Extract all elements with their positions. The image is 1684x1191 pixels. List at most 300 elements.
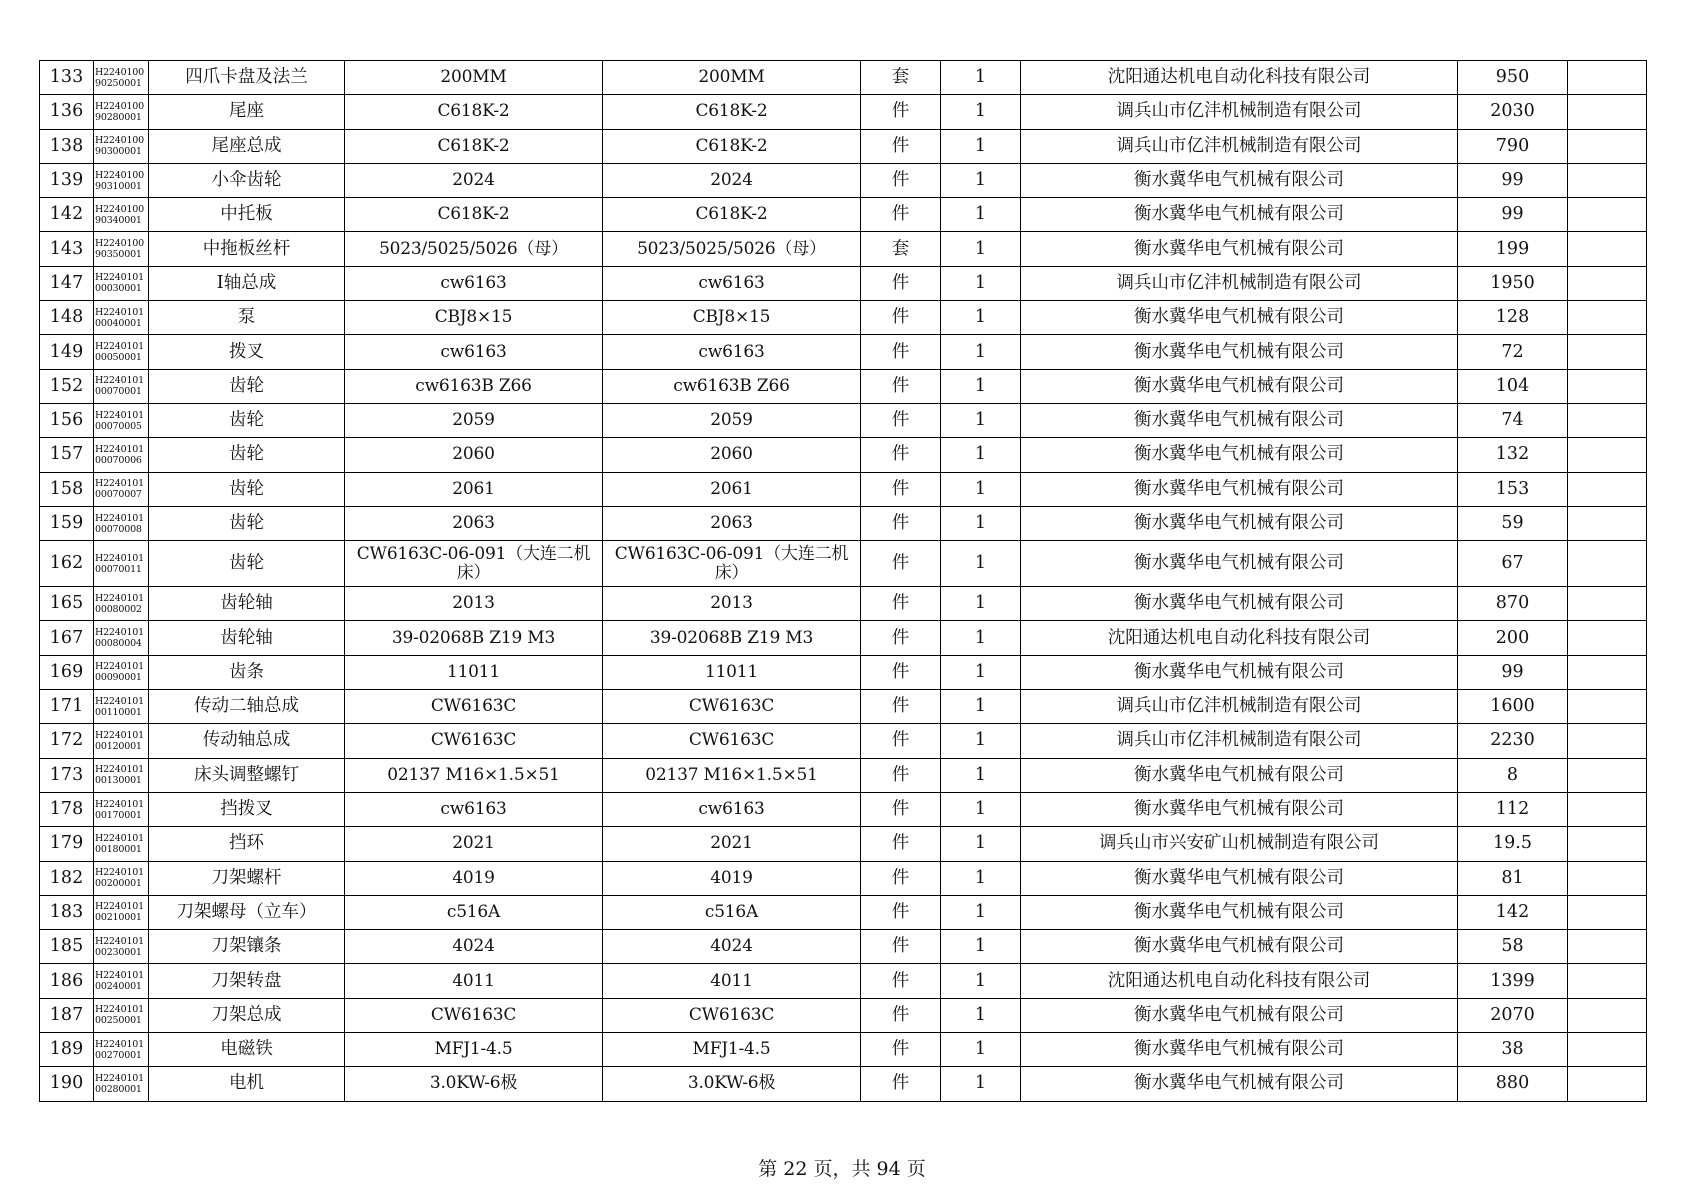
- code-line-2: 90250001: [95, 77, 142, 89]
- cell-spec2: 2063: [603, 506, 861, 540]
- cell-price: 99: [1458, 655, 1568, 689]
- code-line-1: H2240101: [95, 443, 144, 455]
- cell-qty: 1: [941, 472, 1021, 506]
- cell-price: 19.5: [1458, 827, 1568, 861]
- cell-price: 99: [1458, 163, 1568, 197]
- cell-note: [1568, 129, 1647, 163]
- cell-spec1: CW6163C: [345, 998, 603, 1032]
- cell-qty: 1: [941, 506, 1021, 540]
- cell-qty: 1: [941, 301, 1021, 335]
- cell-spec1: 200MM: [345, 61, 603, 95]
- table-row: [40, 1067, 1647, 1101]
- code-line-1: H2240101: [95, 729, 144, 741]
- cell-note: [1568, 335, 1647, 369]
- cell-price: 74: [1458, 403, 1568, 437]
- cell-spec1: C618K-2: [345, 198, 603, 232]
- cell-name: 齿轮: [149, 403, 345, 437]
- cell-spec1: 2024: [345, 163, 603, 197]
- cell-spec2: C618K-2: [603, 95, 861, 129]
- cell-code: [94, 266, 149, 300]
- cell-spec1: 02137 M16×1.5×51: [345, 758, 603, 792]
- cell-company: 衡水冀华电气机械有限公司: [1021, 587, 1458, 621]
- cell-unit: 件: [861, 655, 941, 689]
- cell-spec1: 11011: [345, 655, 603, 689]
- cell-qty: 1: [941, 1067, 1021, 1101]
- cell-code: [94, 1033, 149, 1067]
- cell-spec2: CW6163C: [603, 690, 861, 724]
- footer-middle: 页，共: [807, 1158, 877, 1180]
- table-row: [40, 506, 1647, 540]
- cell-price: 870: [1458, 587, 1568, 621]
- cell-name: 中托板: [149, 198, 345, 232]
- cell-unit: 套: [861, 61, 941, 95]
- footer-prefix: 第: [758, 1158, 784, 1180]
- cell-name: 电机: [149, 1067, 345, 1101]
- cell-note: [1568, 690, 1647, 724]
- footer-suffix: 页: [900, 1158, 926, 1180]
- cell-name: 齿轮: [149, 472, 345, 506]
- cell-no: 159: [40, 506, 94, 540]
- cell-company: 衡水冀华电气机械有限公司: [1021, 655, 1458, 689]
- cell-unit: 件: [861, 621, 941, 655]
- cell-no: 152: [40, 369, 94, 403]
- cell-name: 拨叉: [149, 335, 345, 369]
- table-row: [40, 861, 1647, 895]
- cell-spec1: 2013: [345, 587, 603, 621]
- cell-note: [1568, 861, 1647, 895]
- cell-spec2: cw6163: [603, 335, 861, 369]
- cell-qty: 1: [941, 861, 1021, 895]
- cell-price: 104: [1458, 369, 1568, 403]
- cell-code: [94, 895, 149, 929]
- cell-name: 齿轮: [149, 438, 345, 472]
- cell-spec2: cw6163: [603, 792, 861, 826]
- cell-qty: 1: [941, 930, 1021, 964]
- cell-no: 158: [40, 472, 94, 506]
- cell-name: 小伞齿轮: [149, 163, 345, 197]
- cell-no: 189: [40, 1033, 94, 1067]
- code-line-2: 00070007: [95, 489, 142, 501]
- code-line-2: 00110001: [95, 706, 142, 718]
- cell-code: [94, 792, 149, 826]
- cell-qty: 1: [941, 369, 1021, 403]
- table-row: [40, 95, 1647, 129]
- cell-company: 衡水冀华电气机械有限公司: [1021, 335, 1458, 369]
- cell-spec1: C618K-2: [345, 129, 603, 163]
- cell-code: [94, 61, 149, 95]
- cell-no: 179: [40, 827, 94, 861]
- code-line-2: 00180001: [95, 843, 142, 855]
- cell-name: 齿轮: [149, 506, 345, 540]
- cell-note: [1568, 621, 1647, 655]
- cell-code: [94, 621, 149, 655]
- cell-no: 186: [40, 964, 94, 998]
- cell-company: 衡水冀华电气机械有限公司: [1021, 301, 1458, 335]
- cell-company: 衡水冀华电气机械有限公司: [1021, 472, 1458, 506]
- cell-unit: 件: [861, 690, 941, 724]
- cell-no: 157: [40, 438, 94, 472]
- cell-unit: 件: [861, 930, 941, 964]
- cell-no: 173: [40, 758, 94, 792]
- cell-note: [1568, 758, 1647, 792]
- cell-code: [94, 587, 149, 621]
- cell-no: 149: [40, 335, 94, 369]
- cell-no: 178: [40, 792, 94, 826]
- table-row: [40, 998, 1647, 1032]
- cell-spec2: 39-02068B Z19 M3: [603, 621, 861, 655]
- table-row: [40, 198, 1647, 232]
- code-line-2: 00080004: [95, 638, 142, 650]
- cell-note: [1568, 930, 1647, 964]
- cell-no: 167: [40, 621, 94, 655]
- code-line-1: H2240101: [95, 1072, 144, 1084]
- cell-unit: 件: [861, 1067, 941, 1101]
- cell-note: [1568, 998, 1647, 1032]
- cell-price: 1950: [1458, 266, 1568, 300]
- code-line-1: H2240100: [95, 66, 144, 78]
- cell-qty: 1: [941, 438, 1021, 472]
- cell-no: 143: [40, 232, 94, 266]
- code-line-1: H2240100: [95, 100, 144, 112]
- cell-code: [94, 403, 149, 437]
- cell-company: 调兵山市亿沣机械制造有限公司: [1021, 95, 1458, 129]
- cell-no: 183: [40, 895, 94, 929]
- cell-company: 衡水冀华电气机械有限公司: [1021, 541, 1458, 587]
- code-line-1: H2240101: [95, 552, 144, 564]
- code-line-2: 00210001: [95, 912, 142, 924]
- cell-unit: 件: [861, 129, 941, 163]
- cell-spec2: 2060: [603, 438, 861, 472]
- cell-no: 156: [40, 403, 94, 437]
- cell-note: [1568, 163, 1647, 197]
- cell-price: 2230: [1458, 724, 1568, 758]
- cell-code: [94, 827, 149, 861]
- table-row: [40, 369, 1647, 403]
- code-line-2: 00070005: [95, 420, 142, 432]
- cell-note: [1568, 541, 1647, 587]
- cell-no: 187: [40, 998, 94, 1032]
- cell-unit: 件: [861, 758, 941, 792]
- code-line-2: 00040001: [95, 317, 142, 329]
- cell-qty: 1: [941, 655, 1021, 689]
- cell-note: [1568, 724, 1647, 758]
- cell-company: 调兵山市亿沣机械制造有限公司: [1021, 129, 1458, 163]
- cell-unit: 件: [861, 724, 941, 758]
- cell-note: [1568, 438, 1647, 472]
- cell-qty: 1: [941, 587, 1021, 621]
- table-row: [40, 472, 1647, 506]
- cell-spec2: 2024: [603, 163, 861, 197]
- cell-spec1: 2061: [345, 472, 603, 506]
- cell-spec2: 5023/5025/5026（母）: [603, 232, 861, 266]
- table-row: [40, 930, 1647, 964]
- cell-price: 142: [1458, 895, 1568, 929]
- cell-qty: 1: [941, 61, 1021, 95]
- code-line-2: 00070008: [95, 523, 142, 535]
- cell-spec1: 4024: [345, 930, 603, 964]
- cell-unit: 件: [861, 861, 941, 895]
- cell-price: 200: [1458, 621, 1568, 655]
- code-line-2: 00120001: [95, 740, 142, 752]
- cell-code: [94, 163, 149, 197]
- cell-qty: 1: [941, 792, 1021, 826]
- cell-unit: 件: [861, 541, 941, 587]
- cell-spec1: C618K-2: [345, 95, 603, 129]
- cell-price: 128: [1458, 301, 1568, 335]
- cell-code: [94, 129, 149, 163]
- table-row: [40, 403, 1647, 437]
- cell-spec2: C618K-2: [603, 129, 861, 163]
- cell-spec2: CW6163C: [603, 998, 861, 1032]
- cell-spec2: cw6163: [603, 266, 861, 300]
- page-footer: [0, 1154, 1684, 1181]
- cell-spec1: cw6163: [345, 335, 603, 369]
- table-row: [40, 895, 1647, 929]
- cell-qty: 1: [941, 758, 1021, 792]
- code-line-2: 00170001: [95, 809, 142, 821]
- cell-company: 衡水冀华电气机械有限公司: [1021, 232, 1458, 266]
- cell-unit: 件: [861, 438, 941, 472]
- cell-name: 刀架螺杆: [149, 861, 345, 895]
- cell-name: 刀架螺母（立车）: [149, 895, 345, 929]
- code-line-2: 90350001: [95, 249, 142, 261]
- cell-company: 衡水冀华电气机械有限公司: [1021, 163, 1458, 197]
- cell-note: [1568, 472, 1647, 506]
- cell-name: 齿轮轴: [149, 587, 345, 621]
- table-row: [40, 232, 1647, 266]
- cell-name: 传动二轴总成: [149, 690, 345, 724]
- cell-name: 泵: [149, 301, 345, 335]
- cell-no: 169: [40, 655, 94, 689]
- parts-table: [39, 60, 1647, 1102]
- cell-name: 电磁铁: [149, 1033, 345, 1067]
- table-row: [40, 541, 1647, 587]
- code-line-1: H2240101: [95, 798, 144, 810]
- cell-name: 齿轮: [149, 369, 345, 403]
- cell-price: 2030: [1458, 95, 1568, 129]
- cell-no: 147: [40, 266, 94, 300]
- cell-spec1: cw6163: [345, 792, 603, 826]
- cell-name: 传动轴总成: [149, 724, 345, 758]
- code-line-2: 00030001: [95, 283, 142, 295]
- cell-unit: 件: [861, 369, 941, 403]
- code-line-2: 90340001: [95, 214, 142, 226]
- cell-qty: 1: [941, 827, 1021, 861]
- cell-qty: 1: [941, 95, 1021, 129]
- cell-unit: 件: [861, 506, 941, 540]
- cell-qty: 1: [941, 964, 1021, 998]
- cell-price: 132: [1458, 438, 1568, 472]
- cell-spec1: CW6163C: [345, 724, 603, 758]
- cell-unit: 件: [861, 198, 941, 232]
- cell-name: 床头调整螺钉: [149, 758, 345, 792]
- cell-no: 182: [40, 861, 94, 895]
- cell-spec2: CBJ8×15: [603, 301, 861, 335]
- code-line-2: 00080002: [95, 603, 142, 615]
- cell-price: 38: [1458, 1033, 1568, 1067]
- cell-price: 950: [1458, 61, 1568, 95]
- cell-price: 880: [1458, 1067, 1568, 1101]
- cell-no: 162: [40, 541, 94, 587]
- table-row: [40, 792, 1647, 826]
- cell-code: [94, 541, 149, 587]
- cell-company: 衡水冀华电气机械有限公司: [1021, 895, 1458, 929]
- cell-code: [94, 758, 149, 792]
- cell-note: [1568, 792, 1647, 826]
- table-row: [40, 827, 1647, 861]
- code-line-1: H2240101: [95, 1038, 144, 1050]
- cell-spec1: cw6163B Z66: [345, 369, 603, 403]
- cell-code: [94, 335, 149, 369]
- cell-company: 衡水冀华电气机械有限公司: [1021, 198, 1458, 232]
- cell-no: 142: [40, 198, 94, 232]
- cell-qty: 1: [941, 403, 1021, 437]
- cell-note: [1568, 369, 1647, 403]
- cell-note: [1568, 827, 1647, 861]
- code-line-1: H2240101: [95, 272, 144, 284]
- cell-unit: 件: [861, 335, 941, 369]
- cell-spec2: CW6163C: [603, 724, 861, 758]
- table-row: [40, 335, 1647, 369]
- cell-note: [1568, 1033, 1647, 1067]
- cell-note: [1568, 61, 1647, 95]
- cell-qty: 1: [941, 621, 1021, 655]
- cell-spec2: 4024: [603, 930, 861, 964]
- cell-no: 133: [40, 61, 94, 95]
- code-line-2: 00240001: [95, 981, 142, 993]
- cell-name: 挡拨叉: [149, 792, 345, 826]
- cell-note: [1568, 1067, 1647, 1101]
- code-line-2: 00070001: [95, 386, 142, 398]
- cell-spec1: CW6163C: [345, 690, 603, 724]
- code-line-1: H2240101: [95, 627, 144, 639]
- code-line-1: H2240100: [95, 203, 144, 215]
- cell-spec1: MFJ1-4.5: [345, 1033, 603, 1067]
- cell-no: 190: [40, 1067, 94, 1101]
- cell-qty: 1: [941, 266, 1021, 300]
- cell-qty: 1: [941, 998, 1021, 1032]
- cell-name: 刀架总成: [149, 998, 345, 1032]
- cell-spec1: 39-02068B Z19 M3: [345, 621, 603, 655]
- cell-spec2: 11011: [603, 655, 861, 689]
- code-line-1: H2240101: [95, 375, 144, 387]
- table-row: [40, 758, 1647, 792]
- code-line-2: 00130001: [95, 775, 142, 787]
- cell-spec1: 4019: [345, 861, 603, 895]
- cell-qty: 1: [941, 690, 1021, 724]
- cell-company: 衡水冀华电气机械有限公司: [1021, 438, 1458, 472]
- code-line-1: H2240101: [95, 867, 144, 879]
- cell-unit: 件: [861, 587, 941, 621]
- code-line-1: H2240101: [95, 1004, 144, 1016]
- cell-spec1: 3.0KW-6极: [345, 1067, 603, 1101]
- cell-company: 调兵山市亿沣机械制造有限公司: [1021, 266, 1458, 300]
- cell-code: [94, 724, 149, 758]
- cell-unit: 件: [861, 964, 941, 998]
- code-line-2: 90310001: [95, 180, 142, 192]
- cell-name: 齿轮: [149, 541, 345, 587]
- cell-spec2: 2059: [603, 403, 861, 437]
- cell-spec1: 5023/5025/5026（母）: [345, 232, 603, 266]
- cell-spec2: cw6163B Z66: [603, 369, 861, 403]
- cell-spec2: CW6163C-06-091（大连二机床）: [603, 541, 861, 587]
- table-row: [40, 163, 1647, 197]
- cell-company: 衡水冀华电气机械有限公司: [1021, 1067, 1458, 1101]
- cell-qty: 1: [941, 895, 1021, 929]
- cell-no: 138: [40, 129, 94, 163]
- code-line-1: H2240100: [95, 169, 144, 181]
- cell-spec2: 3.0KW-6极: [603, 1067, 861, 1101]
- cell-price: 8: [1458, 758, 1568, 792]
- cell-code: [94, 472, 149, 506]
- code-line-2: 00070011: [95, 563, 142, 575]
- cell-name: I轴总成: [149, 266, 345, 300]
- cell-price: 790: [1458, 129, 1568, 163]
- cell-company: 衡水冀华电气机械有限公司: [1021, 369, 1458, 403]
- cell-price: 1600: [1458, 690, 1568, 724]
- cell-spec1: 2063: [345, 506, 603, 540]
- cell-name: 尾座: [149, 95, 345, 129]
- cell-spec1: 2059: [345, 403, 603, 437]
- cell-code: [94, 506, 149, 540]
- cell-price: 59: [1458, 506, 1568, 540]
- code-line-1: H2240101: [95, 306, 144, 318]
- cell-note: [1568, 403, 1647, 437]
- cell-note: [1568, 232, 1647, 266]
- code-line-2: 00200001: [95, 878, 142, 890]
- table-body: [40, 61, 1647, 1102]
- cell-spec2: MFJ1-4.5: [603, 1033, 861, 1067]
- cell-unit: 件: [861, 95, 941, 129]
- cell-company: 沈阳通达机电自动化科技有限公司: [1021, 964, 1458, 998]
- code-line-1: H2240101: [95, 832, 144, 844]
- cell-code: [94, 998, 149, 1032]
- cell-company: 衡水冀华电气机械有限公司: [1021, 792, 1458, 826]
- cell-company: 沈阳通达机电自动化科技有限公司: [1021, 621, 1458, 655]
- table-row: [40, 266, 1647, 300]
- cell-spec2: 2061: [603, 472, 861, 506]
- cell-company: 调兵山市亿沣机械制造有限公司: [1021, 690, 1458, 724]
- code-line-2: 00230001: [95, 946, 142, 958]
- cell-spec2: 2021: [603, 827, 861, 861]
- cell-qty: 1: [941, 232, 1021, 266]
- code-line-2: 00280001: [95, 1083, 142, 1095]
- cell-name: 挡环: [149, 827, 345, 861]
- cell-company: 衡水冀华电气机械有限公司: [1021, 861, 1458, 895]
- cell-note: [1568, 964, 1647, 998]
- code-line-1: H2240101: [95, 695, 144, 707]
- cell-spec2: 200MM: [603, 61, 861, 95]
- table-row: [40, 1033, 1647, 1067]
- code-line-1: H2240101: [95, 970, 144, 982]
- cell-code: [94, 655, 149, 689]
- cell-spec2: 4019: [603, 861, 861, 895]
- cell-company: 衡水冀华电气机械有限公司: [1021, 403, 1458, 437]
- code-line-2: 00090001: [95, 672, 142, 684]
- cell-qty: 1: [941, 335, 1021, 369]
- cell-code: [94, 930, 149, 964]
- code-line-2: 00270001: [95, 1049, 142, 1061]
- cell-note: [1568, 301, 1647, 335]
- cell-code: [94, 369, 149, 403]
- code-line-2: 90300001: [95, 146, 142, 158]
- cell-spec2: 2013: [603, 587, 861, 621]
- table-row: [40, 655, 1647, 689]
- table-row: [40, 621, 1647, 655]
- code-line-1: H2240100: [95, 238, 144, 250]
- cell-no: 172: [40, 724, 94, 758]
- footer-page-number: 22: [783, 1158, 808, 1180]
